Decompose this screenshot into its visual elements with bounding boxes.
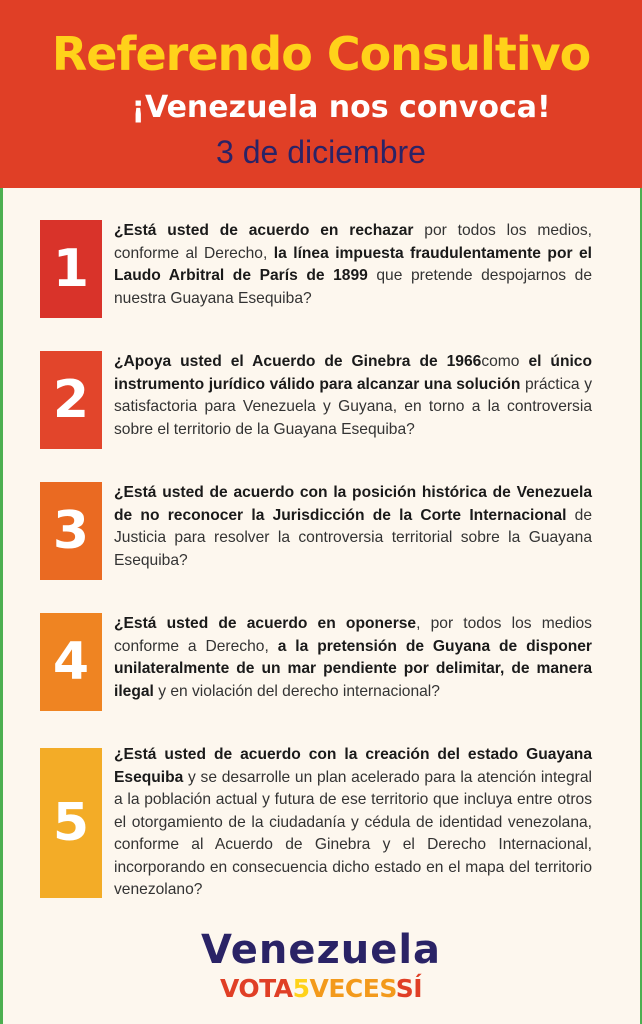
question-3 bbox=[40, 482, 592, 582]
question-text-bold-run: ¿Está usted de acuerdo en rechazar bbox=[114, 222, 414, 239]
campaign-logo bbox=[0, 926, 642, 1004]
question-text-run: , por todos los medios conforme a Derecho, bbox=[114, 615, 592, 655]
question-number-badge: 1 bbox=[40, 220, 102, 318]
question-text-run: práctica y satisfactoria para Venezuela y Guyana, en torno a la controversia sobre el territorio de la Guayana Esequiba? bbox=[114, 375, 592, 438]
question-number-badge: 2 bbox=[40, 351, 102, 449]
question-text-bold-run: ¿Está usted de acuerdo en oponerse bbox=[114, 615, 417, 632]
question-text-run: y se desarrolle un plan acelerado para la atención integral a la población actual y futura de ese territorio que incluya entre otros el otorgamiento de la ciudadanía y cédula de identidad venezolana, conforme al Acuerdo de Ginebra y el Derecho Internacional, incorporando en consecuencia dicho estado en el mapa del territorio venezolano? bbox=[114, 768, 592, 898]
header-banner bbox=[0, 0, 642, 188]
question-text-run: que pretende despojarnos de nuestra Guayana Esequiba? bbox=[114, 267, 593, 307]
page-subtitle: ¡Venezuela nos convoca! bbox=[131, 90, 551, 125]
question-1 bbox=[40, 220, 592, 320]
question-text-run: de Justicia para resolver la controversia territorial sobre la Guayana Esequiba? bbox=[114, 506, 592, 569]
logo-tagline bbox=[0, 974, 642, 1004]
question-number-badge: 4 bbox=[40, 613, 102, 711]
tagline-part-vota: VOTA bbox=[219, 974, 293, 1003]
question-text-bold-run: ¿Está usted de acuerdo con la creación del estado Guayana Esequiba bbox=[114, 746, 592, 786]
referendum-date: 3 de diciembre bbox=[216, 134, 426, 170]
question-number-badge: 3 bbox=[40, 482, 102, 580]
question-text-bold-run: a la pretensión de Guyana de disponer unilateralmente de un mar pendiente por delimitar, de manera ilegal bbox=[114, 637, 592, 700]
question-text-bold-run: la línea impuesta fraudulentamente por el Laudo Arbitral de París de 1899 bbox=[114, 244, 592, 284]
question-5 bbox=[40, 744, 592, 904]
logo-wordmark: Venezuela bbox=[200, 927, 442, 973]
question-text-run: como bbox=[481, 353, 529, 370]
question-text-bold-run: ¿Apoya usted el Acuerdo de Ginebra de 1966 bbox=[114, 353, 482, 370]
question-text bbox=[114, 613, 592, 703]
question-text-bold-run: el único instrumento jurídico válido para alcanzar una solución bbox=[114, 353, 593, 393]
question-text-run: y en violación del derecho internacional? bbox=[153, 682, 440, 700]
question-text bbox=[114, 351, 592, 441]
tagline-part-si: SÍ bbox=[395, 974, 423, 1003]
question-text bbox=[114, 744, 592, 902]
tagline-part-number: 5 bbox=[292, 974, 310, 1003]
question-text bbox=[114, 220, 592, 310]
question-text bbox=[114, 482, 592, 572]
question-text-bold-run: ¿Está usted de acuerdo con la posición histórica de Venezuela de no reconocer la Jurisdicción de la Corte Internacional bbox=[114, 484, 592, 524]
question-4 bbox=[40, 613, 592, 713]
question-number-badge: 5 bbox=[40, 748, 102, 898]
question-text-run: por todos los medios, conforme al Derecho, bbox=[114, 222, 592, 262]
question-2 bbox=[40, 351, 592, 451]
page-title: Referendo Consultivo bbox=[51, 27, 591, 81]
tagline-part-veces: VECES bbox=[309, 974, 396, 1003]
